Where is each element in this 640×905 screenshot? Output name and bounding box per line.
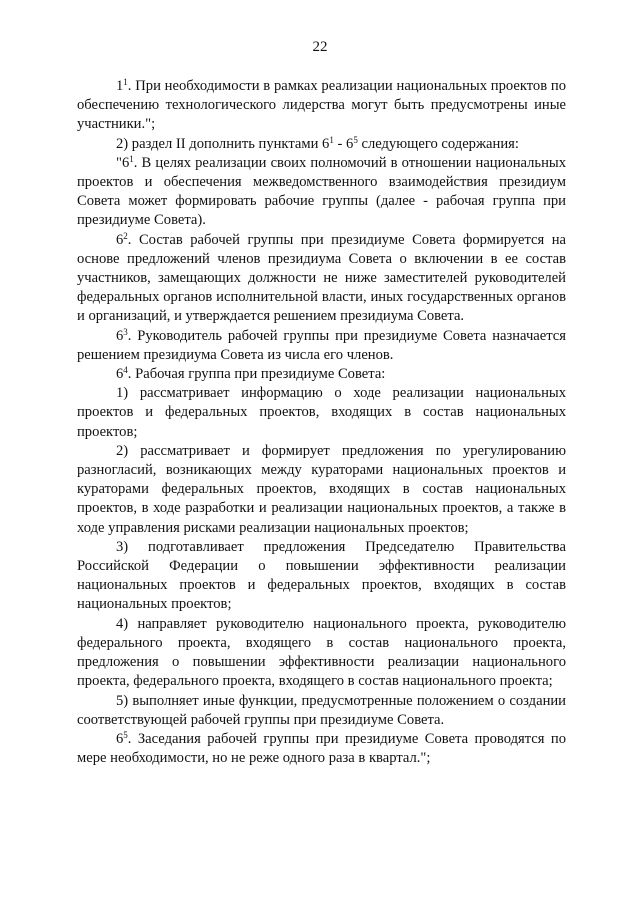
point-superscript: 1 bbox=[129, 153, 134, 164]
paragraph-6 bbox=[77, 365, 566, 384]
point-superscript: 2 bbox=[123, 230, 128, 241]
paragraph-text: 2) раздел II дополнить пунктами 6 bbox=[116, 135, 330, 152]
paragraph-3 bbox=[77, 154, 566, 231]
point-superscript: 4 bbox=[123, 365, 128, 376]
paragraph-9 bbox=[77, 538, 566, 615]
point-number: 6 bbox=[121, 154, 130, 171]
point-superscript: 5 bbox=[123, 729, 128, 740]
paragraph-text: . При необходимости в рамках реализации национальных проектов по обеспечению технологического лидерства могут быть предусмотрены иные участники."; bbox=[77, 78, 566, 133]
paragraph-text: - 6 bbox=[333, 135, 354, 152]
paragraph-7 bbox=[77, 384, 566, 442]
paragraph-10 bbox=[77, 615, 566, 692]
paragraph-text: следующего содержания: bbox=[357, 135, 519, 152]
paragraph-text: 2) рассматривает и формирует предложения по урегулированию разногласий, возникающих между кураторами национальных проектов и кураторами федеральных проектов, входящих в состав национальных проектов, в ходе разработки и реализации национальных проектов, а также в ходе управления рисками реализации национальных проектов; bbox=[77, 442, 566, 536]
paragraph-12 bbox=[77, 730, 566, 768]
paragraph-4 bbox=[77, 231, 566, 327]
point-superscript: 3 bbox=[123, 326, 128, 337]
paragraph-2 bbox=[77, 135, 566, 154]
paragraph-8 bbox=[77, 442, 566, 538]
paragraph-text: 3) подготавливает предложения Председателю Правительства Российской Федерации о повышении эффективности реализации национальных проектов и федеральных проектов, входящих в состав национальных проектов; bbox=[77, 538, 566, 613]
paragraph-text: . Состав рабочей группы при президиуме Совета формируется на основе предложений членов президиума Совета о включении в ее состав участников, замещающих должности не ниже заместителей руководителей федеральных органов исполнительной власти, иных государственных органов и организаций, и утверждается решением президиума Совета. bbox=[77, 231, 566, 325]
paragraph-text: 4) направляет руководителю национального проекта, руководителю федерального проекта, входящего в состав национального проекта, предложения о повышении эффективности реализации национального проекта, федерального проекта, входящего в состав национального проекта; bbox=[77, 615, 566, 690]
paragraph-text: . В целях реализации своих полномочий в отношении национальных проектов и обеспечения межведомственного взаимодействия президиум Совета может формировать рабочие группы (далее - рабочая группа при президиуме Совета). bbox=[77, 154, 566, 229]
paragraph-text: 1) рассматривает информацию о ходе реализации национальных проектов и федеральных проектов, входящих в состав национальных проектов; bbox=[77, 385, 566, 440]
paragraph-5 bbox=[77, 327, 566, 365]
paragraph-11 bbox=[77, 692, 566, 730]
paragraph-text: . Заседания рабочей группы при президиуме Совета проводятся по мере необходимости, но не реже одного раза в квартал."; bbox=[77, 730, 566, 767]
paragraph-text: . Рабочая группа при президиуме Совета: bbox=[127, 366, 386, 383]
quote-mark: " bbox=[116, 154, 122, 171]
point-number: 6 bbox=[116, 366, 124, 383]
point-superscript: 1 bbox=[329, 134, 334, 145]
point-superscript: 5 bbox=[353, 134, 358, 145]
point-number: 6 bbox=[116, 231, 124, 248]
page-number: 22 bbox=[312, 39, 328, 55]
document-body bbox=[77, 77, 566, 768]
point-number: 1 bbox=[116, 78, 124, 94]
point-number: 6 bbox=[116, 730, 124, 747]
point-superscript: 1 bbox=[123, 77, 128, 87]
paragraph-1 bbox=[77, 77, 566, 135]
paragraph-text: . Руководитель рабочей группы при президиуме Совета назначается решением президиума Совета из числа его членов. bbox=[77, 327, 566, 363]
point-number: 6 bbox=[116, 327, 124, 344]
paragraph-text: 5) выполняет иные функции, предусмотренные положением о создании соответствующей рабочей группы при президиуме Совета. bbox=[77, 692, 566, 728]
